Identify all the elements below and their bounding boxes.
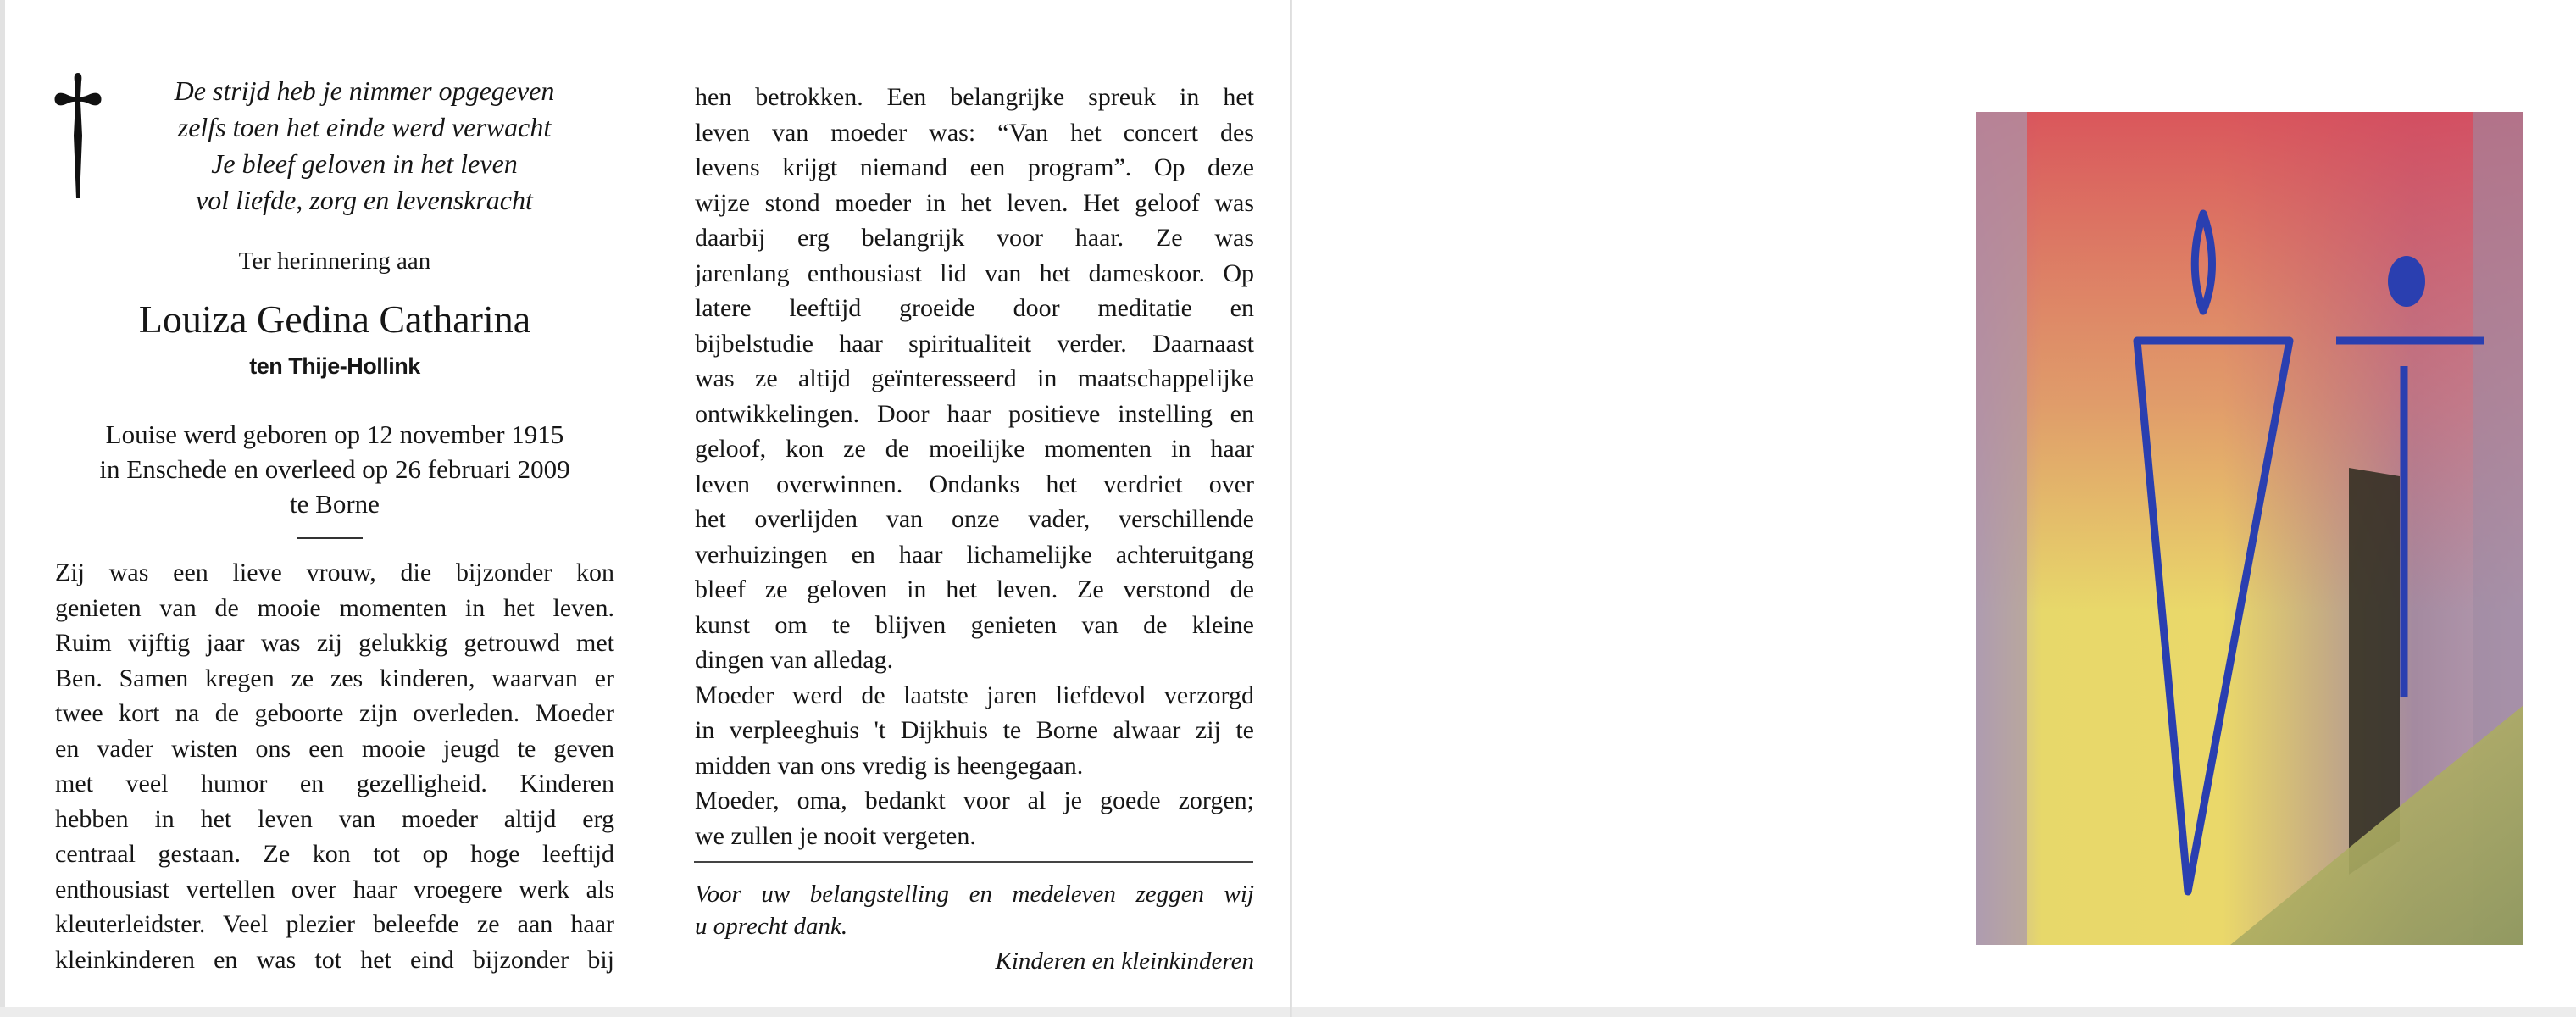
- biography-line: het overlijden van onze vader, verschillende: [695, 505, 1254, 533]
- biography-line: genieten van de mooie momenten in het leven.: [55, 593, 614, 622]
- poem-line: zelfs toen het einde werd verwacht: [177, 112, 552, 142]
- memorial-poem: [110, 73, 619, 219]
- biography-line: hen betrokken. Een belangrijke spreuk in het: [695, 83, 1254, 111]
- biography-line: Moeder werd de laatste jaren liefdevol verzorgd: [695, 681, 1254, 709]
- biography-line: Moeder, oma, bedankt voor al je goede zorgen;: [695, 786, 1254, 814]
- poem-line: Je bleef geloven in het leven: [211, 148, 518, 179]
- biography-line: met veel humor en gezelligheid. Kinderen: [55, 770, 614, 797]
- biography-line: midden van ons vredig is heengegaan.: [695, 751, 1084, 780]
- painting-image: [1976, 112, 2523, 945]
- biography-line: geloof, kon ze de moeilijke momenten in haar: [695, 435, 1254, 463]
- life-dates: [38, 417, 631, 521]
- scan-edge-bottom: [0, 1007, 2576, 1017]
- cross-icon: [53, 71, 103, 198]
- biography-line: leven van moeder was: “Van het concert des: [695, 118, 1254, 147]
- dates-line: in Enschede en overleed op 26 februari 2009: [99, 454, 570, 484]
- biography-right-column: [695, 80, 1254, 853]
- dates-line: Louise werd geboren op 12 november 1915: [105, 420, 564, 449]
- biography-line: dingen van alledag.: [695, 646, 894, 674]
- biography-line: Ruim vijftig jaar was zij gelukkig getrouwd met: [55, 629, 614, 657]
- biography-line: leven overwinnen. Ondanks het verdriet over: [695, 470, 1254, 498]
- card-fold-line: [1290, 0, 1292, 1017]
- biography-line: hebben in het leven van moeder altijd erg: [55, 804, 614, 833]
- biography-left-column: [55, 555, 614, 977]
- thanks-line: u oprecht dank.: [695, 913, 848, 940]
- biography-line: kunst om te blijven genieten van de kleine: [695, 610, 1254, 639]
- divider: [694, 861, 1253, 863]
- signature: Kinderen en kleinkinderen: [995, 948, 1254, 975]
- poem-line: De strijd heb je nimmer opgegeven: [174, 75, 555, 106]
- biography-line: was ze altijd geïnteresseerd in maatschappelijke: [695, 364, 1254, 392]
- biography-line: kleuterleidster. Veel plezier beleefde ze aan haar: [55, 910, 614, 938]
- biography-line: Ben. Samen kregen ze zes kinderen, waarvan er: [55, 664, 614, 692]
- biography-line: daarbij erg belangrijk voor haar. Ze was: [695, 224, 1254, 252]
- deceased-name: Louiza Gedina Catharina: [138, 297, 531, 341]
- biography-line: ontwikkelingen. Door haar positieve instelling en: [695, 399, 1254, 428]
- married-name: ten Thije-Hollink: [249, 353, 420, 379]
- poem-line: vol liefde, zorg en levenskracht: [196, 185, 533, 215]
- thanks-note: [695, 878, 1254, 942]
- dates-line: te Borne: [290, 489, 380, 519]
- intro-text: Ter herinnering aan: [238, 247, 431, 275]
- biography-line: bijbelstudie haar spiritualiteit verder. Daarnaast: [695, 329, 1254, 358]
- biography-line: jarenlang enthousiast lid van het dameskoor. Op: [695, 258, 1254, 287]
- scan-edge-left: [0, 0, 5, 1017]
- biography-line: latere leeftijd groeide door meditatie en: [695, 294, 1254, 322]
- biography-line: we zullen je nooit vergeten.: [695, 821, 976, 850]
- biography-line: twee kort na de geboorte zijn overleden. Moeder: [55, 699, 614, 727]
- thanks-line: Voor uw belangstelling en medeleven zeggen wij: [695, 881, 1254, 908]
- biography-line: enthousiast vertellen over haar vroegere werk als: [55, 875, 614, 903]
- biography-line: levens krijgt niemand een program”. Op deze: [695, 153, 1254, 181]
- biography-line: verhuizingen en haar lichamelijke achteruitgang: [695, 540, 1254, 569]
- biography-line: wijze stond moeder in het leven. Het geloof was: [695, 188, 1254, 217]
- biography-line: kleinkinderen en was tot het eind bijzonder bij: [55, 945, 614, 974]
- biography-line: en vader wisten ons een mooie jeugd te geven: [55, 734, 614, 763]
- biography-line: bleef ze geloven in het leven. Ze verstond de: [695, 575, 1254, 603]
- divider: [297, 537, 363, 539]
- biography-line: centraal gestaan. Ze kon tot op hoge leeftijd: [55, 840, 614, 868]
- biography-line: in verpleeghuis 't Dijkhuis te Borne alwaar zij te: [695, 716, 1254, 744]
- biography-line: Zij was een lieve vrouw, die bijzonder kon: [55, 559, 614, 586]
